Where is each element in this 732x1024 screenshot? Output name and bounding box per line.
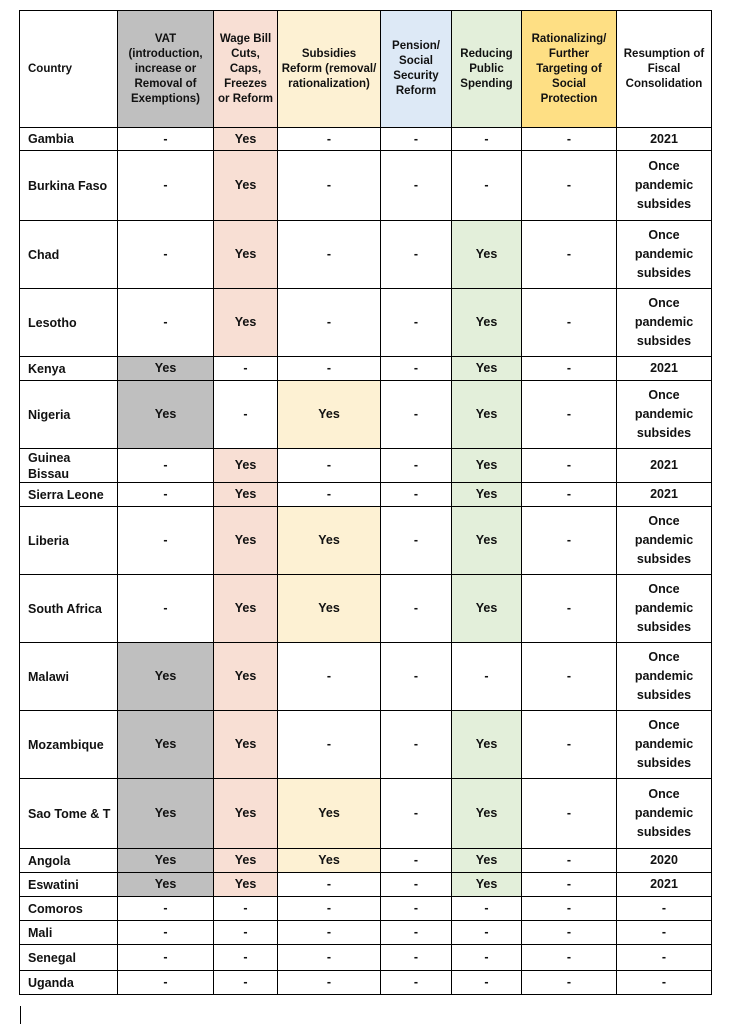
pension-cell: - [381, 507, 452, 575]
resumption-cell: Once pandemic subsides [617, 221, 712, 289]
vat-cell: Yes [118, 643, 214, 711]
table-row [20, 897, 712, 921]
country-cell: Uganda [20, 971, 118, 995]
vat-cell: - [118, 897, 214, 921]
subsidies-cell: - [278, 128, 381, 151]
wage-cell: Yes [214, 849, 278, 873]
country-cell: Chad [20, 221, 118, 289]
subsidies-cell: - [278, 897, 381, 921]
subsidies-cell: - [278, 221, 381, 289]
country-cell: Guinea Bissau [20, 449, 118, 483]
spending-cell: Yes [452, 221, 522, 289]
country-cell: Comoros [20, 897, 118, 921]
subsidies-cell: - [278, 971, 381, 995]
vat-cell: - [118, 507, 214, 575]
table-row [20, 449, 712, 483]
spending-cell: - [452, 643, 522, 711]
country-cell: Sao Tome & T [20, 779, 118, 849]
resumption-cell: 2021 [617, 873, 712, 897]
spending-cell: Yes [452, 711, 522, 779]
pension-cell: - [381, 945, 452, 971]
vat-cell: Yes [118, 873, 214, 897]
social-cell: - [522, 128, 617, 151]
resumption-cell: Once pandemic subsides [617, 151, 712, 221]
social-cell: - [522, 483, 617, 507]
vat-cell: Yes [118, 849, 214, 873]
table-row [20, 575, 712, 643]
country-cell: Nigeria [20, 381, 118, 449]
subsidies-cell: Yes [278, 849, 381, 873]
wage-cell: Yes [214, 289, 278, 357]
wage-cell: - [214, 897, 278, 921]
social-cell: - [522, 507, 617, 575]
country-cell: South Africa [20, 575, 118, 643]
table-row [20, 289, 712, 357]
pension-cell: - [381, 289, 452, 357]
pension-cell: - [381, 779, 452, 849]
wage-cell: - [214, 921, 278, 945]
subsidies-cell: - [278, 151, 381, 221]
country-cell: Senegal [20, 945, 118, 971]
vat-cell: - [118, 575, 214, 643]
header-resumption: Resumption of Fiscal Consolidation [617, 11, 712, 128]
table-row [20, 357, 712, 381]
resumption-cell: 2021 [617, 483, 712, 507]
resumption-cell: Once pandemic subsides [617, 575, 712, 643]
resumption-cell: Once pandemic subsides [617, 779, 712, 849]
spending-cell: - [452, 151, 522, 221]
resumption-cell: - [617, 897, 712, 921]
spending-cell: Yes [452, 381, 522, 449]
social-cell: - [522, 643, 617, 711]
wage-cell: - [214, 381, 278, 449]
resumption-cell: 2020 [617, 849, 712, 873]
country-cell: Eswatini [20, 873, 118, 897]
table-row [20, 971, 712, 995]
social-cell: - [522, 921, 617, 945]
spending-cell: Yes [452, 779, 522, 849]
text-cursor [20, 1006, 21, 1024]
social-cell: - [522, 779, 617, 849]
table-row [20, 128, 712, 151]
resumption-cell: Once pandemic subsides [617, 643, 712, 711]
pension-cell: - [381, 483, 452, 507]
pension-cell: - [381, 128, 452, 151]
vat-cell: - [118, 971, 214, 995]
resumption-cell: 2021 [617, 357, 712, 381]
pension-cell: - [381, 357, 452, 381]
resumption-cell: 2021 [617, 449, 712, 483]
pension-cell: - [381, 381, 452, 449]
subsidies-cell: - [278, 357, 381, 381]
pension-cell: - [381, 897, 452, 921]
spending-cell: - [452, 945, 522, 971]
vat-cell: Yes [118, 357, 214, 381]
vat-cell: - [118, 921, 214, 945]
subsidies-cell: Yes [278, 779, 381, 849]
wage-cell: - [214, 945, 278, 971]
spending-cell: Yes [452, 483, 522, 507]
subsidies-cell: - [278, 483, 381, 507]
header-vat: VAT (introduction, increase or Removal of Exemptions) [118, 11, 214, 128]
table-row [20, 779, 712, 849]
table-row [20, 483, 712, 507]
pension-cell: - [381, 151, 452, 221]
spending-cell: - [452, 921, 522, 945]
social-cell: - [522, 849, 617, 873]
subsidies-cell: Yes [278, 575, 381, 643]
wage-cell: Yes [214, 575, 278, 643]
wage-cell: Yes [214, 221, 278, 289]
pension-cell: - [381, 873, 452, 897]
country-cell: Burkina Faso [20, 151, 118, 221]
resumption-cell: Once pandemic subsides [617, 711, 712, 779]
wage-cell: - [214, 357, 278, 381]
spending-cell: - [452, 897, 522, 921]
country-cell: Mozambique [20, 711, 118, 779]
header-row [20, 11, 712, 128]
country-cell: Sierra Leone [20, 483, 118, 507]
pension-cell: - [381, 849, 452, 873]
subsidies-cell: Yes [278, 381, 381, 449]
country-cell: Mali [20, 921, 118, 945]
vat-cell: Yes [118, 381, 214, 449]
header-country: Country [20, 11, 118, 128]
header-wage-bill: Wage Bill Cuts, Caps, Freezes or Reform [214, 11, 278, 128]
subsidies-cell: - [278, 643, 381, 711]
social-cell: - [522, 151, 617, 221]
wage-cell: Yes [214, 711, 278, 779]
table-row [20, 921, 712, 945]
wage-cell: Yes [214, 643, 278, 711]
social-cell: - [522, 873, 617, 897]
wage-cell: Yes [214, 128, 278, 151]
vat-cell: - [118, 289, 214, 357]
wage-cell: Yes [214, 151, 278, 221]
social-cell: - [522, 449, 617, 483]
social-cell: - [522, 711, 617, 779]
spending-cell: Yes [452, 357, 522, 381]
wage-cell: Yes [214, 873, 278, 897]
country-cell: Angola [20, 849, 118, 873]
social-cell: - [522, 945, 617, 971]
spending-cell: Yes [452, 289, 522, 357]
country-cell: Malawi [20, 643, 118, 711]
header-subsidies: Subsidies Reform (removal/ rationalization) [278, 11, 381, 128]
table-row [20, 507, 712, 575]
wage-cell: Yes [214, 779, 278, 849]
header-public-spending: Reducing Public Spending [452, 11, 522, 128]
social-cell: - [522, 289, 617, 357]
subsidies-cell: - [278, 711, 381, 779]
resumption-cell: - [617, 921, 712, 945]
pension-cell: - [381, 221, 452, 289]
wage-cell: - [214, 971, 278, 995]
table-row [20, 221, 712, 289]
spending-cell: Yes [452, 873, 522, 897]
social-cell: - [522, 971, 617, 995]
pension-cell: - [381, 971, 452, 995]
subsidies-cell: - [278, 873, 381, 897]
subsidies-cell: - [278, 289, 381, 357]
spending-cell: Yes [452, 449, 522, 483]
fiscal-measures-table [19, 10, 712, 995]
header-pension: Pension/ Social Security Reform [381, 11, 452, 128]
country-cell: Kenya [20, 357, 118, 381]
pension-cell: - [381, 643, 452, 711]
spending-cell: Yes [452, 849, 522, 873]
vat-cell: - [118, 483, 214, 507]
spending-cell: Yes [452, 507, 522, 575]
pension-cell: - [381, 711, 452, 779]
resumption-cell: - [617, 971, 712, 995]
pension-cell: - [381, 449, 452, 483]
resumption-cell: Once pandemic subsides [617, 381, 712, 449]
social-cell: - [522, 381, 617, 449]
resumption-cell: Once pandemic subsides [617, 507, 712, 575]
vat-cell: - [118, 945, 214, 971]
vat-cell: - [118, 221, 214, 289]
pension-cell: - [381, 921, 452, 945]
table-row [20, 945, 712, 971]
country-cell: Lesotho [20, 289, 118, 357]
subsidies-cell: - [278, 921, 381, 945]
pension-cell: - [381, 575, 452, 643]
resumption-cell: Once pandemic subsides [617, 289, 712, 357]
country-cell: Liberia [20, 507, 118, 575]
table-row [20, 849, 712, 873]
subsidies-cell: - [278, 945, 381, 971]
social-cell: - [522, 897, 617, 921]
table-row [20, 151, 712, 221]
table-body [20, 128, 712, 995]
table-row [20, 873, 712, 897]
resumption-cell: - [617, 945, 712, 971]
resumption-cell: 2021 [617, 128, 712, 151]
spending-cell: - [452, 971, 522, 995]
vat-cell: Yes [118, 779, 214, 849]
header-social-protection: Rationalizing/ Further Targeting of Social Protection [522, 11, 617, 128]
subsidies-cell: Yes [278, 507, 381, 575]
country-cell: Gambia [20, 128, 118, 151]
vat-cell: Yes [118, 711, 214, 779]
vat-cell: - [118, 151, 214, 221]
social-cell: - [522, 357, 617, 381]
table-row [20, 711, 712, 779]
subsidies-cell: - [278, 449, 381, 483]
spending-cell: Yes [452, 575, 522, 643]
social-cell: - [522, 575, 617, 643]
vat-cell: - [118, 128, 214, 151]
table-row [20, 643, 712, 711]
wage-cell: Yes [214, 449, 278, 483]
spending-cell: - [452, 128, 522, 151]
wage-cell: Yes [214, 483, 278, 507]
vat-cell: - [118, 449, 214, 483]
social-cell: - [522, 221, 617, 289]
table-row [20, 381, 712, 449]
wage-cell: Yes [214, 507, 278, 575]
